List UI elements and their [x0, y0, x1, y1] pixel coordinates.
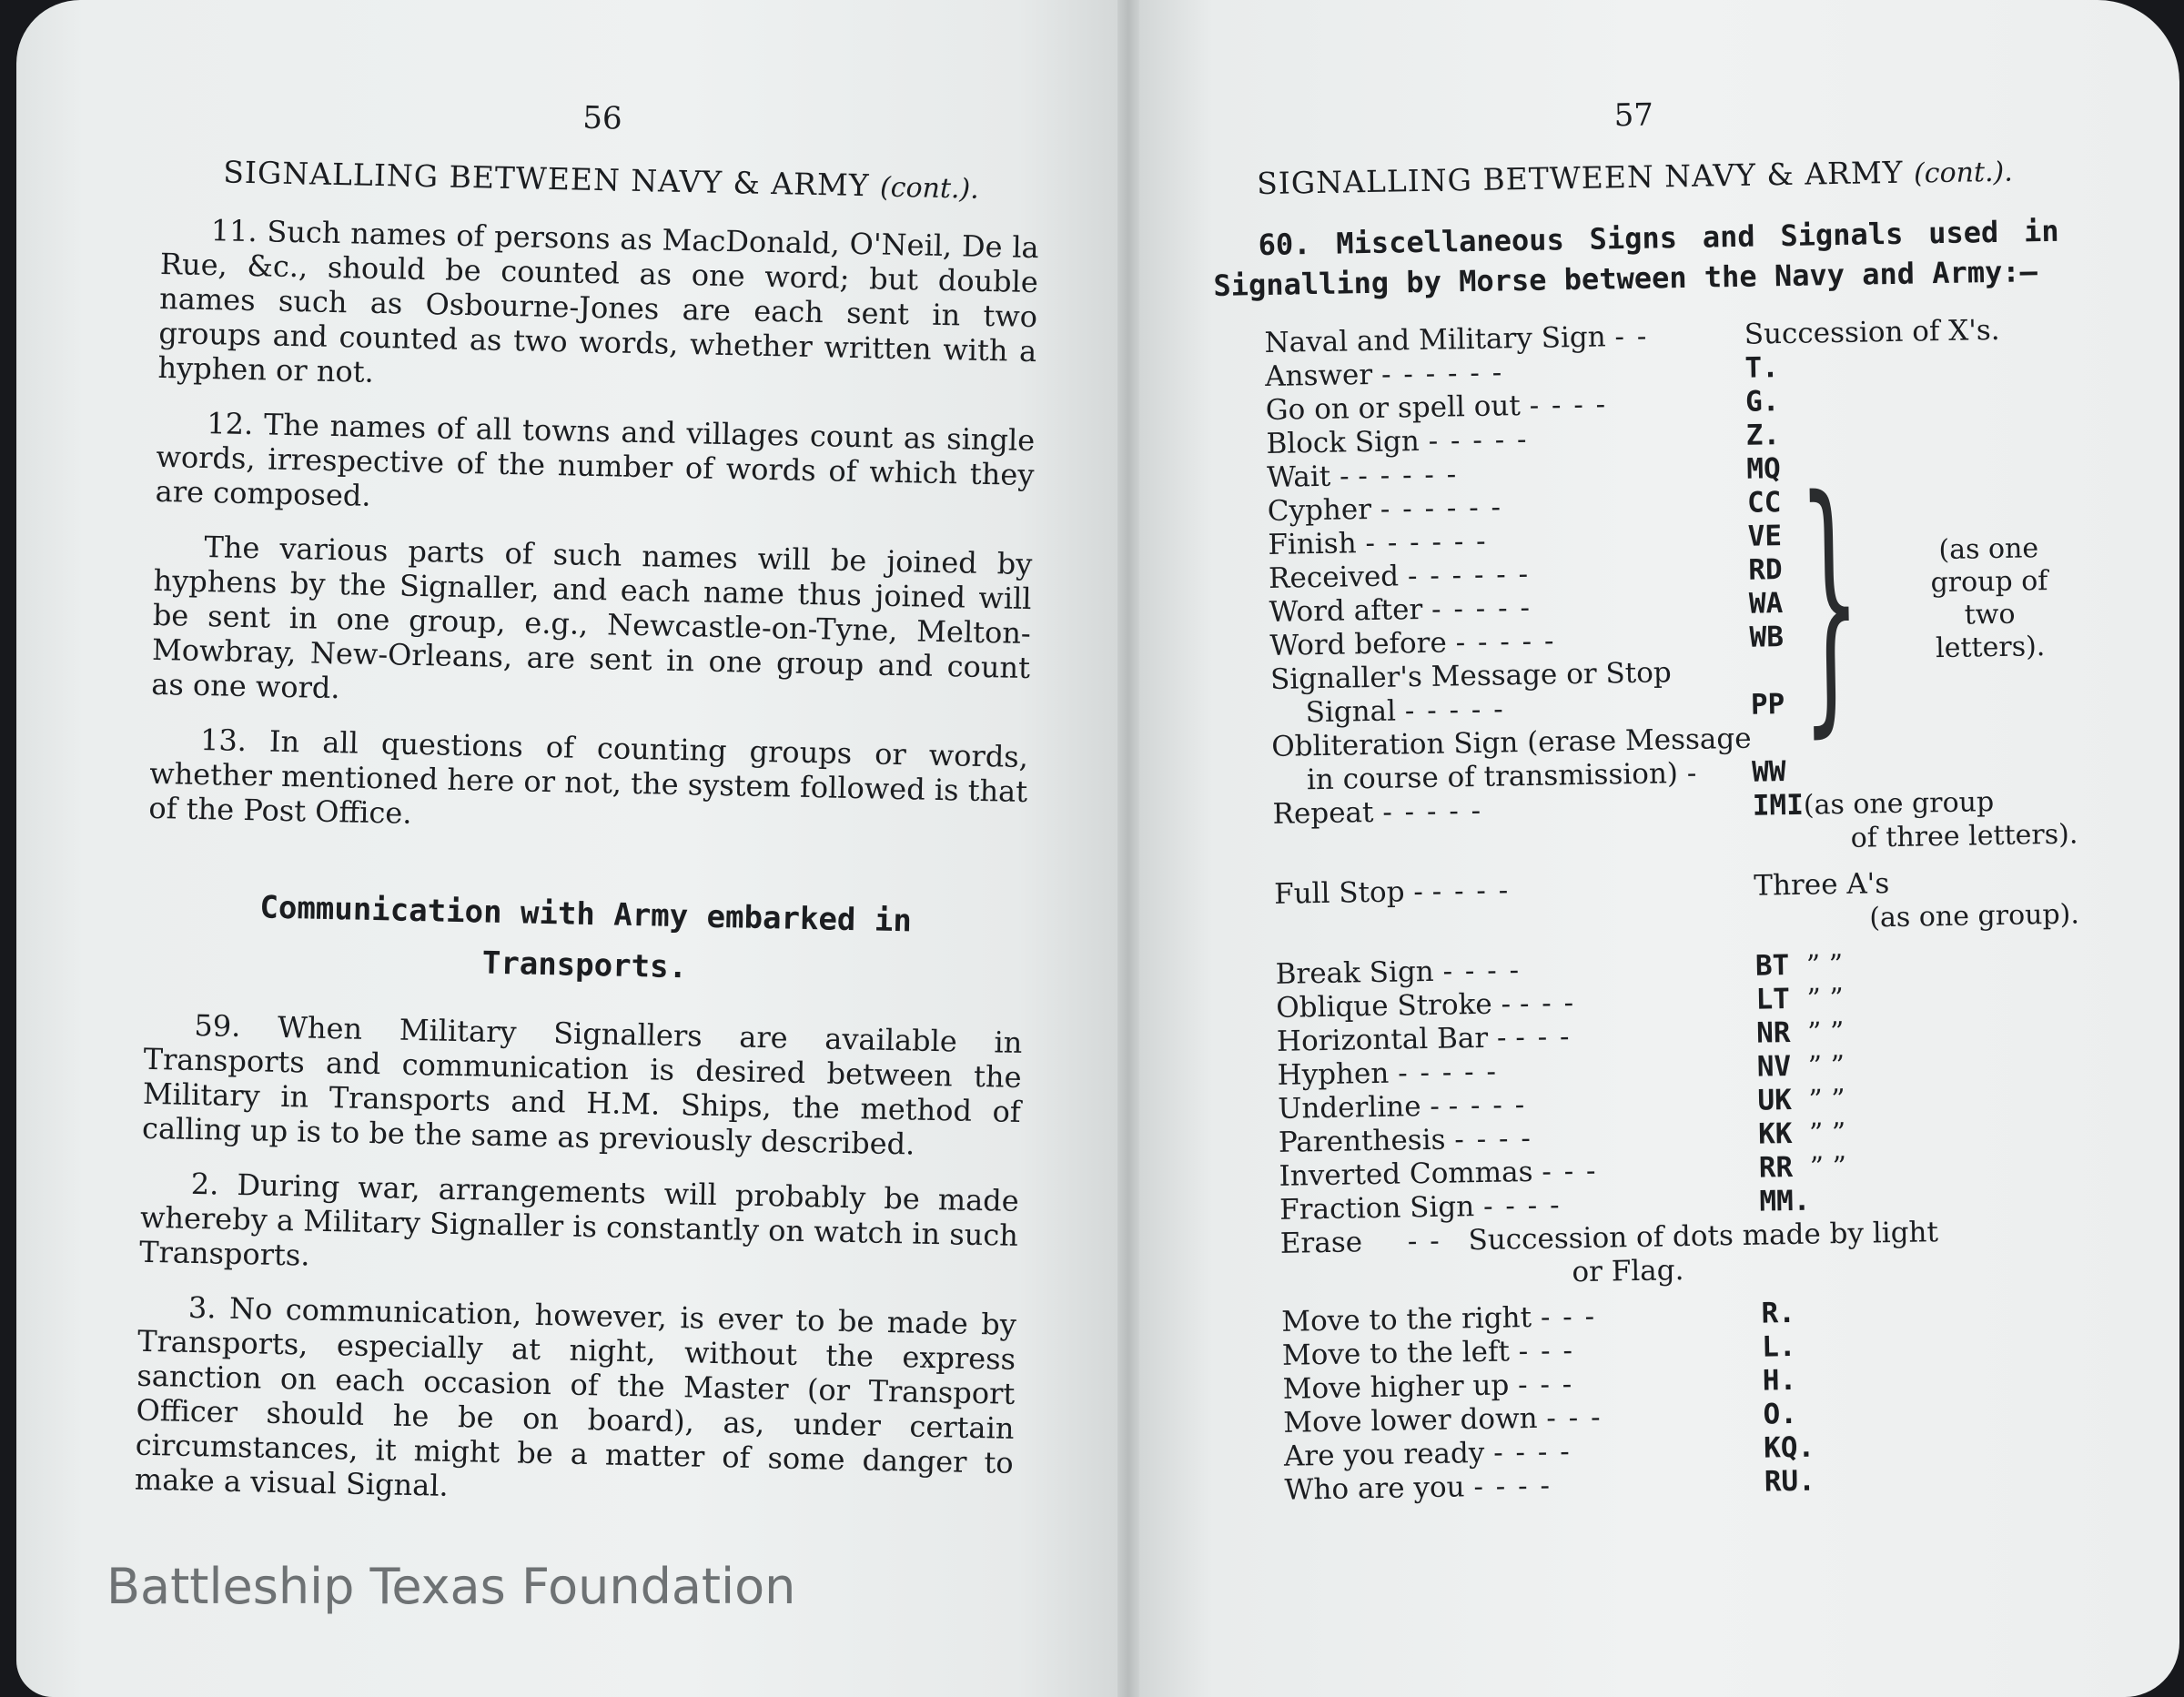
- page-number: 56: [581, 99, 623, 137]
- running-head-text: SIGNALLING BETWEEN NAVY & ARMY: [222, 154, 870, 204]
- signal-label: Go on or spell out - - - -: [1265, 388, 1608, 427]
- paragraph-59-3: 3. No communication, however, is ever to be made by Transports, especially at night, without the express sanction on each occasion of the Master (or Transport Officer should he be on board), as, under certain circumstances, it might be a matter of some danger to make a visual Signal.: [134, 1289, 1017, 1503]
- signal-code: WW: [1751, 755, 1786, 789]
- signal-label: Parenthesis - - - -: [1278, 1122, 1533, 1159]
- signal-label: Are you ready - - - -: [1283, 1435, 1572, 1473]
- leader-dashes: - -: [1407, 1224, 1442, 1258]
- signal-label: Move to the right - - -: [1281, 1299, 1597, 1338]
- signal-label: Naval and Military Sign - -: [1264, 319, 1649, 359]
- signal-label: in course of transmission) -: [1306, 756, 1699, 797]
- signal-label: Block Sign - - - - -: [1266, 422, 1529, 460]
- right-page-content: [1210, 90, 2081, 1509]
- signal-code: PP: [1750, 688, 1785, 722]
- signal-code: UK: [1757, 1084, 1793, 1117]
- signal-code: RU.: [1764, 1464, 1816, 1499]
- signal-code: BT: [1754, 949, 1790, 983]
- signal-code: RR: [1758, 1151, 1794, 1185]
- running-head-cont: (cont.).: [1913, 156, 2014, 190]
- signal-code: MM.: [1759, 1184, 1811, 1218]
- signal-note: of three letters).: [1850, 818, 2078, 854]
- group-note-cell: [1796, 441, 2077, 789]
- signal-label: Cypher - - - - - -: [1267, 490, 1503, 528]
- signal-code: WA: [1748, 587, 1784, 621]
- paragraph-town-names: The various parts of such names will be joined by hyphens by the Signaller, and each name thus joined will be sent in one group, e.g., Newcastle-on-Tyne, Melton-Mowbray, New-Orleans, are sent in one group and count as one word.: [150, 530, 1033, 706]
- signal-code: VE: [1747, 520, 1783, 553]
- ditto-marks: ” ”: [1806, 983, 1845, 1015]
- page-number: 57: [1613, 96, 1654, 135]
- signal-note: (as one group: [1803, 786, 1995, 822]
- signals-table: [1214, 313, 2089, 1509]
- signal-label: Finish - - - - - -: [1268, 524, 1488, 561]
- signal-label: Signaller's Message or Stop: [1269, 656, 1672, 696]
- paragraph-11: 11. Such names of persons as MacDonald, O'Neil, De la Rue, &c., should be counted as one word; but double names such as Osbourne-Jones are each sent in two groups and counted as two words, whether written with a hyphen or not.: [157, 213, 1040, 389]
- book-gutter: [1117, 0, 1139, 1697]
- section-heading-line1: Communication with Army embarked in: [259, 889, 913, 940]
- signal-label: Break Sign - - - -: [1275, 954, 1522, 991]
- signal-label: Oblique Stroke - - - -: [1276, 986, 1576, 1025]
- signal-code: R.: [1761, 1296, 1796, 1330]
- signal-label: Move higher up - - -: [1282, 1368, 1574, 1406]
- signal-code: MQ: [1746, 452, 1782, 486]
- paragraph-59: 59. When Military Signallers are available in Transports and communication is desired between the Military in Transports and H.M. Ships, the method of calling up is to be the same as previously described.: [141, 1007, 1023, 1162]
- signal-label: Word after - - - - -: [1269, 591, 1532, 629]
- signal-code: KK: [1757, 1117, 1793, 1151]
- signal-label: Move to the left - - -: [1281, 1334, 1575, 1372]
- signal-label: Inverted Commas - - -: [1279, 1154, 1598, 1193]
- signal-code: H.: [1762, 1363, 1797, 1398]
- signal-label: Who are you - - - -: [1284, 1469, 1552, 1507]
- paragraph-13: 13. In all questions of counting groups or words, whether mentioned here or not, the system followed is that of the Post Office.: [148, 722, 1029, 831]
- signal-code: O.: [1763, 1397, 1798, 1431]
- erase-description: Succession of dots made by light: [1468, 1216, 1939, 1258]
- ditto-marks: ” ”: [1809, 1150, 1847, 1184]
- ditto-marks: ” ”: [1806, 1016, 1845, 1049]
- ditto-marks: ” ”: [1805, 949, 1844, 982]
- signal-code: Three A's: [1754, 867, 1890, 903]
- paragraph-59-2: 2. During war, arrangements will probably be made whereby a Military Signaller is constantly on watch in such Transports.: [138, 1166, 1020, 1273]
- signal-label: Hyphen - - - - -: [1277, 1055, 1499, 1092]
- signal-label: Answer - - - - - -: [1264, 356, 1504, 393]
- signal-code: IMI: [1752, 788, 1805, 823]
- signal-label: Word before - - - - -: [1269, 624, 1556, 662]
- running-head: [162, 153, 1041, 207]
- ditto-marks: ” ”: [1808, 1116, 1846, 1150]
- right-brace-icon: }: [1796, 441, 1864, 761]
- signal-label: Signal - - - - -: [1305, 692, 1505, 730]
- signal-label: Repeat - - - - -: [1272, 793, 1483, 831]
- left-page-content: [134, 91, 1042, 1535]
- ditto-marks: ” ”: [1808, 1083, 1846, 1116]
- running-head-cont: (cont.).: [879, 171, 980, 206]
- signal-code: RD: [1748, 553, 1783, 587]
- signal-label: Full Stop - - - - -: [1273, 874, 1511, 911]
- group-note: (as one group of two letters).: [1930, 532, 2048, 665]
- signal-code: KQ.: [1763, 1430, 1815, 1465]
- signal-label: Received - - - - - -: [1268, 557, 1531, 595]
- signal-label: Move lower down - - -: [1282, 1400, 1603, 1439]
- running-head-text: SIGNALLING BETWEEN NAVY & ARMY: [1256, 154, 1904, 202]
- signal-code: CC: [1746, 486, 1782, 520]
- running-head: [1211, 152, 2058, 202]
- signal-label: Obliteration Sign (erase Message: [1271, 722, 1752, 763]
- signal-label: Wait - - - - - -: [1266, 458, 1459, 494]
- paragraph-12: 12. The names of all towns and villages count as single words, irrespective of the number of words of which they are composed.: [155, 406, 1036, 513]
- signal-code: Z.: [1745, 419, 1781, 452]
- signal-code: L.: [1761, 1329, 1796, 1364]
- signal-code: Succession of X's.: [1744, 313, 2000, 351]
- section-heading: [145, 880, 1025, 1000]
- signal-code: NV: [1756, 1050, 1792, 1084]
- section-heading-line2: Transports.: [481, 944, 688, 986]
- signal-code: NR: [1755, 1016, 1791, 1050]
- ditto-marks: ” ”: [1807, 1049, 1845, 1083]
- signal-label: Erase: [1279, 1226, 1363, 1260]
- signal-code: T.: [1744, 351, 1780, 385]
- signal-label: Horizontal Bar - - - -: [1276, 1020, 1572, 1058]
- paragraph-60: 60. Miscellaneous Signs and Signals used in Signalling by Morse between the Navy and Army:—: [1213, 213, 2059, 303]
- signal-code: LT: [1755, 983, 1791, 1016]
- signal-code: WB: [1749, 621, 1785, 654]
- watermark: Battleship Texas Foundation: [106, 1558, 796, 1615]
- signal-label: Underline - - - - -: [1277, 1088, 1527, 1126]
- signal-code: G.: [1744, 385, 1780, 419]
- erase-description-cont: or Flag.: [1572, 1254, 1684, 1289]
- signal-note: (as one group).: [1869, 898, 2080, 934]
- signal-label: Fraction Sign - - - -: [1279, 1188, 1562, 1227]
